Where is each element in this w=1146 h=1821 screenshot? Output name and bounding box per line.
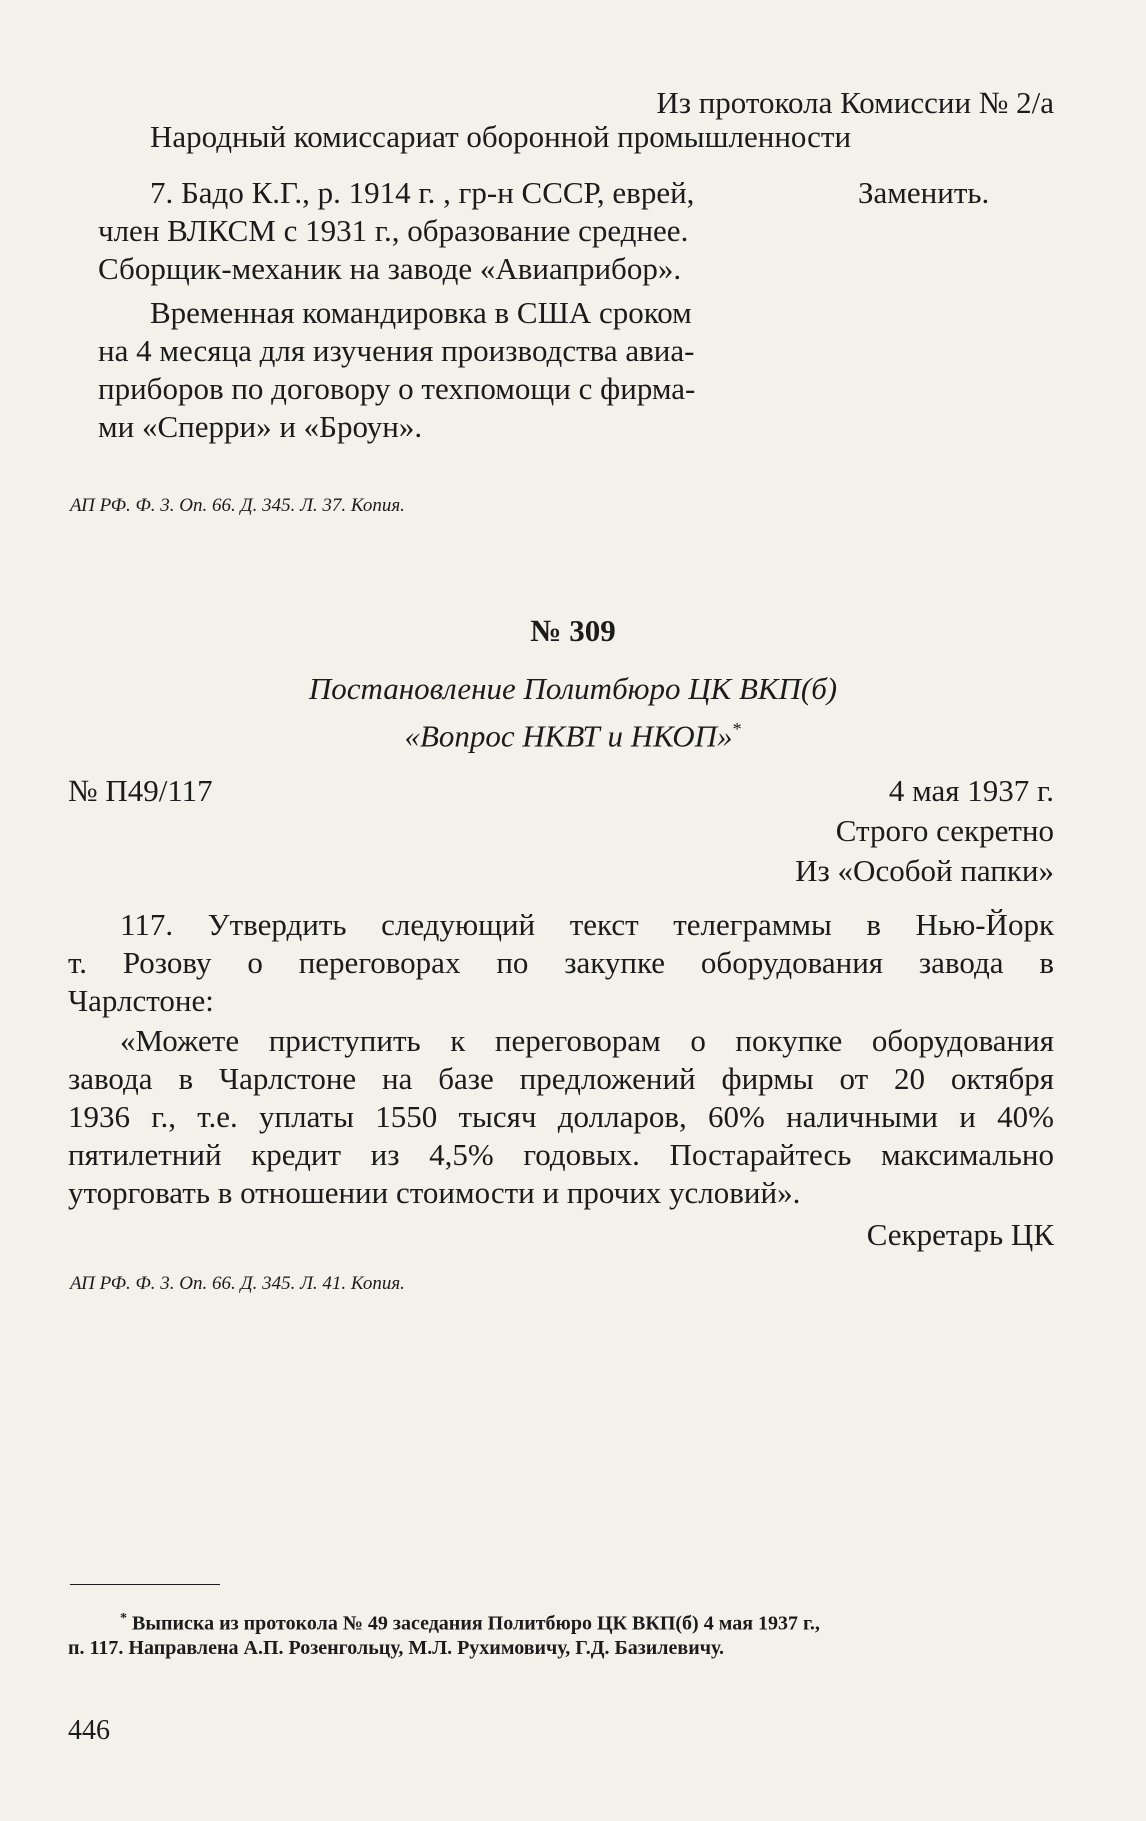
telegram-line: уторговать в отношении стоимости и прочих условий». [68, 1175, 801, 1210]
registration-number: № П49/117 [68, 773, 213, 808]
archive-source: АП РФ. Ф. 3. Оп. 66. Д. 345. Л. 41. Копия. [70, 1273, 405, 1294]
entry-purpose-line: приборов по договору о техпомощи с фирма- [98, 371, 696, 406]
telegram-line: 1936 г., т.е. уплаты 1550 тысяч долларов, 60% наличными и 40% [68, 1099, 1054, 1134]
footnote-mark: * [120, 1611, 127, 1626]
document-date: 4 мая 1937 г. [888, 773, 1054, 808]
telegram-line: «Можете приступить к переговорам о покупке оборудования [120, 1023, 1054, 1058]
resolution-line: 117. Утвердить следующий текст телеграммы в Нью-Йорк [120, 907, 1054, 942]
footnote-line: п. 117. Направлена А.П. Розенгольцу, М.Л. Рухимовичу, Г.Д. Базилевичу. [68, 1637, 725, 1659]
special-folder: Из «Особой папки» [795, 853, 1054, 888]
footnote-rule [70, 1584, 220, 1585]
signature: Секретарь ЦК [866, 1217, 1054, 1252]
telegram-line: завода в Чарлстоне на базе предложений фирмы от 20 октября [68, 1061, 1054, 1096]
document-number: № 309 [530, 613, 616, 648]
document-subtitle [0, 710, 1146, 755]
entry-line-3: Сборщик-механик на заводе «Авиаприбор». [98, 251, 682, 286]
footnote-text: Выписка из протокола № 49 заседания Политбюро ЦК ВКП(б) 4 мая 1937 г., [132, 1612, 820, 1635]
entry-purpose-line: ми «Сперри» и «Броун». [98, 409, 423, 444]
footnote-line [120, 1606, 820, 1637]
resolution-line: Чарлстоне: [68, 983, 214, 1018]
protocol-reference: Из протокола Комиссии № 2/а [656, 85, 1054, 120]
entry-purpose-line: на 4 месяца для изучения производства авиа- [98, 333, 695, 368]
entry-decision: Заменить. [858, 175, 990, 210]
footnote-marker: * [732, 719, 742, 739]
ministry-heading: Народный комиссариат оборонной промышленности [150, 119, 852, 154]
classification: Строго секретно [835, 813, 1054, 848]
telegram-line: пятилетний кредит из 4,5% годовых. Постарайтесь максимально [68, 1137, 1054, 1172]
page-number: 446 [68, 1715, 110, 1746]
entry-purpose-line: Временная командировка в США сроком [150, 295, 692, 330]
entry-line-1: 7. Бадо К.Г., р. 1914 г. , гр-н СССР, еврей, [150, 175, 695, 210]
archive-source: АП РФ. Ф. 3. Оп. 66. Д. 345. Л. 37. Копия. [70, 495, 405, 516]
document-title: Постановление Политбюро ЦК ВКП(б) [308, 671, 838, 706]
document-subtitle-text: «Вопрос НКВТ и НКОП» [404, 718, 733, 754]
resolution-line: т. Розову о переговорах по закупке оборудования завода в [68, 945, 1054, 980]
entry-line-2: член ВЛКСМ с 1931 г., образование среднее. [98, 213, 689, 248]
